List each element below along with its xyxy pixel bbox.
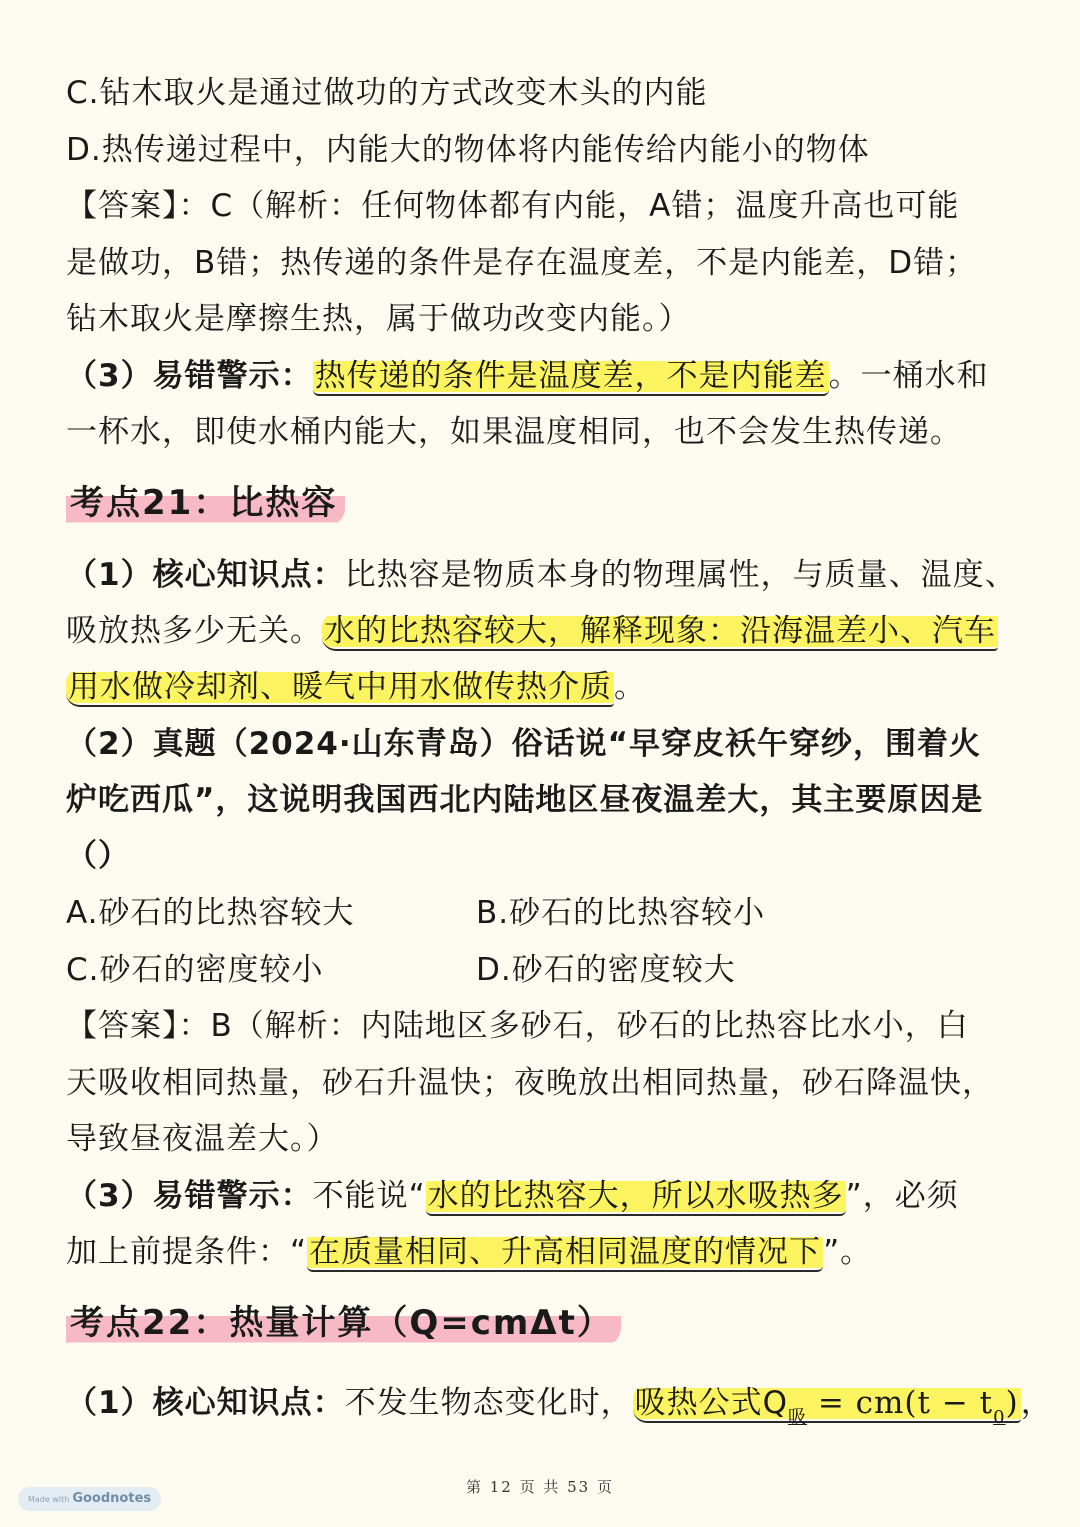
s21-question-line-3: （） xyxy=(66,838,130,874)
goodnotes-badge xyxy=(18,1487,161,1511)
s22-knowledge-text: 不发生物态变化时， xyxy=(344,1385,633,1421)
s21-question-line-1: （2）真题（2024·山东青岛）俗话说“早穿皮袄午穿纱，围着火 xyxy=(66,726,981,762)
section-22-heading: 考点22：热量计算（Q=cmΔt） xyxy=(66,1300,621,1346)
s21-warning-line-1 xyxy=(66,1176,1020,1216)
badge-brand: Goodnotes xyxy=(72,1491,152,1506)
s22-knowledge-label: （1）核心知识点： xyxy=(66,1385,345,1421)
s21-knowledge-text-2: 吸放热多少无关。 xyxy=(66,613,322,649)
s22-formula-highlight xyxy=(633,1385,1021,1428)
warning-label: （3）易错警示： xyxy=(66,358,313,394)
badge-made-with: Made with xyxy=(28,1495,70,1504)
s21-answer-line-2: 天吸收相同热量，砂石升温快；夜晚放出相同热量，砂石降温快， xyxy=(66,1065,994,1101)
s21-knowledge-label: （1）核心知识点： xyxy=(66,557,345,593)
s21-answer-line-1: 【答案】：B（解析：内陆地区多砂石，砂石的比热容比水小，白 xyxy=(66,1008,969,1044)
s21-warning-label: （3）易错警示： xyxy=(66,1178,313,1214)
warning-highlight: 热传递的条件是温度差，不是内能差 xyxy=(314,358,827,394)
warning-line-2: 一杯水，即使水桶内能大，如果温度相同，也不会发生热传递。 xyxy=(66,414,962,450)
s22-formula: = cm(t − t xyxy=(806,1385,994,1421)
s21-warning-line-2 xyxy=(66,1232,1020,1272)
s21-question-line-2: 炉吃西瓜”，这说明我国西北内陆地区昼夜温差大，其主要原因是 xyxy=(66,782,984,818)
option-b: B.砂石的比热容较小 xyxy=(476,895,766,931)
answer-line-3: 钻木取火是摩擦生热，属于做功改变内能。） xyxy=(66,301,691,337)
s22-formula-label: 吸热公式Q xyxy=(634,1385,788,1421)
s21-knowledge-line-1 xyxy=(66,555,1020,595)
option-c-line: C.钻木取火是通过做功的方式改变木头的内能 xyxy=(66,75,708,111)
s21-highlight-1: 水的比热容较大，解释现象：沿海温差小、汽车 xyxy=(324,613,996,649)
s21-warning-highlight-1: 水的比热容大，所以水吸热多 xyxy=(427,1178,844,1214)
s21-warning-text-3: 加上前提条件：“ xyxy=(66,1234,308,1270)
warning-line xyxy=(66,356,1020,396)
s21-warning-text-1: 不能说“ xyxy=(312,1178,426,1214)
option-d: D.砂石的密度较大 xyxy=(476,952,736,988)
page-number: 第 12 页 共 53 页 xyxy=(465,1478,614,1496)
s22-comma: ， xyxy=(1020,1385,1053,1421)
s22-formula-end: ) xyxy=(1005,1385,1019,1421)
s21-answer-line-3: 导致昼夜温差大。） xyxy=(66,1121,339,1157)
s21-warning-highlight-2: 在质量相同、升高相同温度的情况下 xyxy=(309,1234,822,1270)
s22-formula-subscript: 吸 xyxy=(787,1407,807,1428)
option-d-line: D.热传递过程中，内能大的物体将内能传给内能小的物体 xyxy=(66,132,870,168)
option-c: C.砂石的密度较小 xyxy=(66,952,324,988)
s21-period: 。 xyxy=(614,669,646,705)
s21-warning-text-4: ”。 xyxy=(823,1234,873,1270)
warning-suffix: 。一桶水和 xyxy=(828,358,989,394)
option-a: A.砂石的比热容较大 xyxy=(66,895,355,931)
s22-formula-subscript-0: 0 xyxy=(993,1407,1006,1428)
s22-knowledge-line-1 xyxy=(66,1383,1053,1438)
section-21-heading: 考点21：比热容 xyxy=(66,480,345,526)
s21-knowledge-line-3 xyxy=(66,667,1020,707)
answer-line-1: 【答案】：C（解析：任何物体都有内能，A错；温度升高也可能 xyxy=(66,188,960,224)
s21-highlight-2: 用水做冷却剂、暖气中用水做传热介质 xyxy=(68,669,612,705)
s21-knowledge-text: 比热容是物质本身的物理属性，与质量、温度、 xyxy=(344,557,1017,593)
s21-warning-text-2: ”，必须 xyxy=(845,1178,959,1214)
answer-line-2: 是做功，B错；热传递的条件是存在温度差，不是内能差，D错； xyxy=(66,245,978,281)
s21-knowledge-line-2 xyxy=(66,611,1020,651)
